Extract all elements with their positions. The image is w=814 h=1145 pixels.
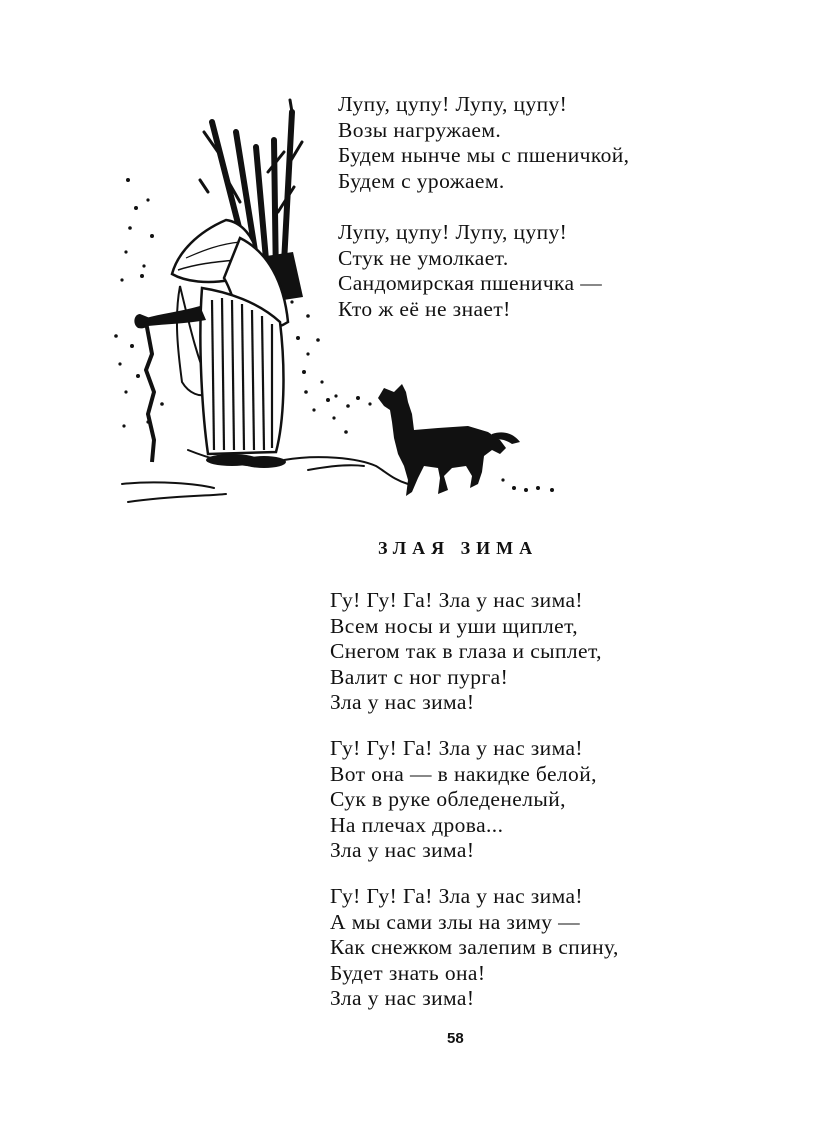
poem-line: На плечах дрова...	[330, 812, 504, 837]
poem-line: Зла у нас зима!	[330, 690, 475, 714]
poem-line: А мы сами злы на зиму —	[330, 909, 581, 934]
poem2-stanza-3	[330, 884, 619, 1012]
poem-line: Кто ж её не знает!	[338, 296, 511, 321]
poem-line: Валит с ног пурга!	[330, 664, 509, 689]
poem-line: Зла у нас зима!	[330, 986, 475, 1010]
poem-line: Зла у нас зима!	[330, 838, 475, 862]
poem-line: Сук в руке обледенелый,	[330, 787, 566, 811]
poem-line: Как снежком залепим в спину,	[330, 935, 619, 959]
poem2-stanza-2	[330, 736, 597, 864]
poem-line: Всем носы и уши щиплет,	[330, 613, 579, 638]
poem-title: ЗЛАЯ ЗИМА	[378, 538, 539, 558]
poem-line: Будем нынче мы с пшеничкой,	[338, 143, 630, 167]
poem-line: Стук не умолкает.	[338, 245, 509, 270]
poem-line: Будем с урожаем.	[338, 168, 505, 193]
poem-line: Вот она — в накидке белой,	[330, 761, 597, 786]
winter-illustration	[108, 92, 568, 517]
poem-line: Лупу, цупу! Лупу, цупу!	[338, 92, 568, 116]
poem-line: Гу! Гу! Га! Зла у нас зима!	[330, 588, 583, 612]
old-woman-with-firewood-icon	[122, 100, 408, 502]
poem-line: Будет знать она!	[330, 960, 486, 985]
poem-line: Сандомирская пшеничка —	[338, 271, 603, 295]
poem-line: Возы нагружаем.	[338, 117, 502, 142]
page-number: 58	[447, 1030, 464, 1047]
dog-silhouette-icon	[378, 384, 520, 496]
poem-line: Снегом так в глаза и сыплет,	[330, 639, 602, 663]
poem-line: Гу! Гу! Га! Зла у нас зима!	[330, 884, 583, 908]
poem-line: Гу! Гу! Га! Зла у нас зима!	[330, 736, 583, 760]
poem2-stanza-1	[330, 588, 602, 716]
poem-line: Лупу, цупу! Лупу, цупу!	[338, 220, 568, 244]
